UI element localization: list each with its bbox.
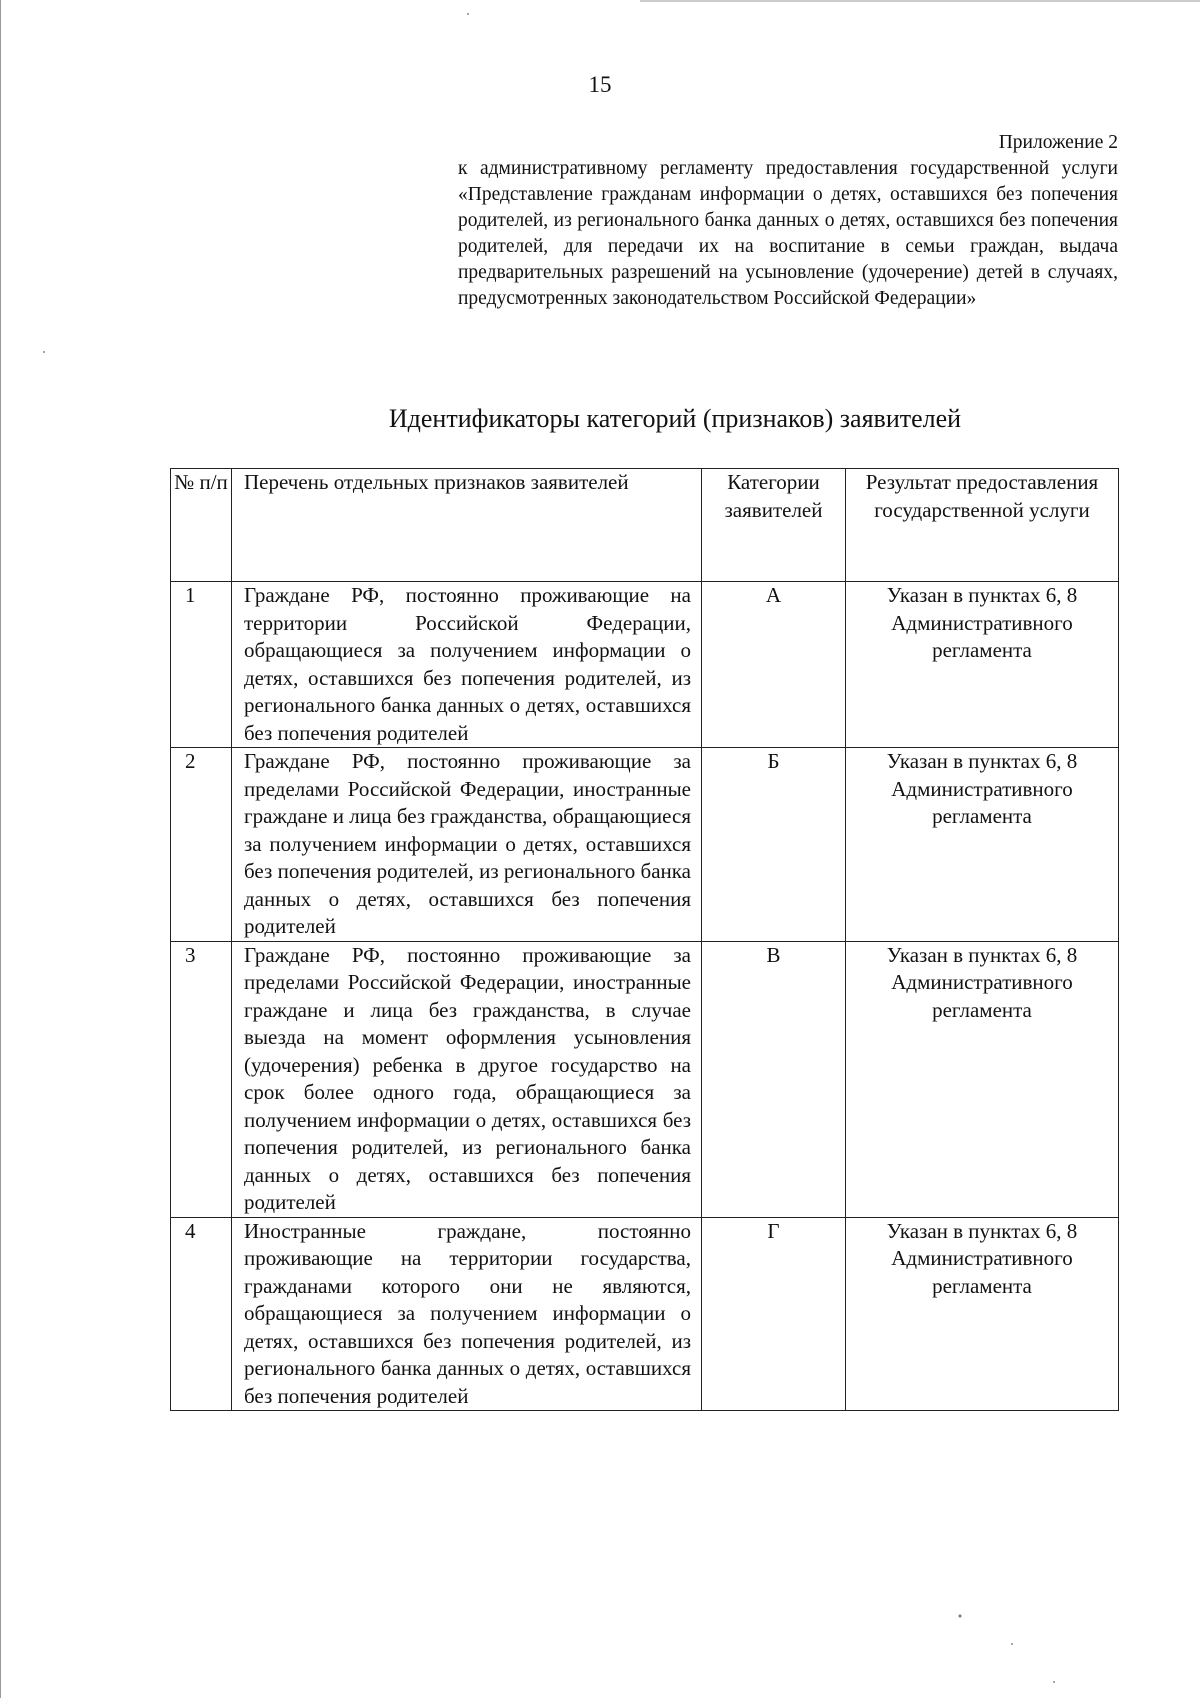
row-features: Граждане РФ, постоянно проживающие за пределами Российской Федерации, иностранные граждане и лица без гражданства, в случае выезда на момент оформления усыновления (удочерения) ребенка в другое государство на срок более одного года, обращающиеся за получением информации о детях, оставшихся без попечения родителей, из регионального банка данных о детях, оставшихся без попечения родителей (232, 941, 702, 1217)
appendix-heading: Приложение 2 (998, 132, 1118, 153)
row-num: 4 (171, 1217, 232, 1411)
header-num: № п/п (171, 469, 232, 582)
row-num: 1 (171, 582, 232, 748)
row-features: Иностранные граждане, постоянно проживающие на территории государства, гражданами которого они не являются, обращающиеся за получением информации о детях, оставшихся без попечения родителей, из регионального банка данных о детях, оставшихся без попечения родителей (232, 1217, 702, 1411)
table-header-row (171, 469, 1119, 582)
row-category: Б (702, 748, 846, 942)
row-category: В (702, 941, 846, 1217)
row-result: Указан в пунктах 6, 8 Административного регламента (846, 582, 1119, 748)
page-number: 15 (588, 72, 612, 97)
header-features: Перечень отдельных признаков заявителей (232, 469, 702, 582)
row-num: 2 (171, 748, 232, 942)
row-result: Указан в пунктах 6, 8 Административного регламента (846, 1217, 1119, 1411)
appendix-block (458, 130, 1118, 312)
table-row (171, 941, 1119, 1217)
table-row (171, 582, 1119, 748)
row-features: Граждане РФ, постоянно проживающие за пределами Российской Федерации, иностранные граждане и лица без гражданства, обращающиеся за получением информации о детях, оставшихся без попечения родителей, из регионального банка данных о детях, оставшихся без попечения родителей (232, 748, 702, 942)
table-row (171, 1217, 1119, 1411)
document-title: Идентификаторы категорий (признаков) заявителей (388, 404, 962, 433)
applicant-categories-table (170, 468, 1119, 1411)
row-category: Г (702, 1217, 846, 1411)
row-result: Указан в пунктах 6, 8 Административного регламента (846, 941, 1119, 1217)
appendix-text: к административному регламенту предоставления государственной услуги «Представление гражданам информации о детях, оставшихся без попечения родителей, из регионального банка данных о детях, оставшихся без попечения родителей, для передачи их на воспитание в семьи граждан, выдача предварительных разрешений на усыновление (удочерение) детей в случаях, предусмотренных законодательством Российской Федерации» (458, 158, 1118, 309)
header-categories: Категории заявителей (702, 469, 846, 582)
row-result: Указан в пунктах 6, 8 Административного регламента (846, 748, 1119, 942)
table-row (171, 748, 1119, 942)
row-features: Граждане РФ, постоянно проживающие на территории Российской Федерации, обращающиеся за получением информации о детях, оставшихся без попечения родителей, из регионального банка данных о детях, оставшихся без попечения родителей (232, 582, 702, 748)
header-result: Результат предоставления государственной услуги (846, 469, 1119, 582)
row-category: А (702, 582, 846, 748)
row-num: 3 (171, 941, 232, 1217)
